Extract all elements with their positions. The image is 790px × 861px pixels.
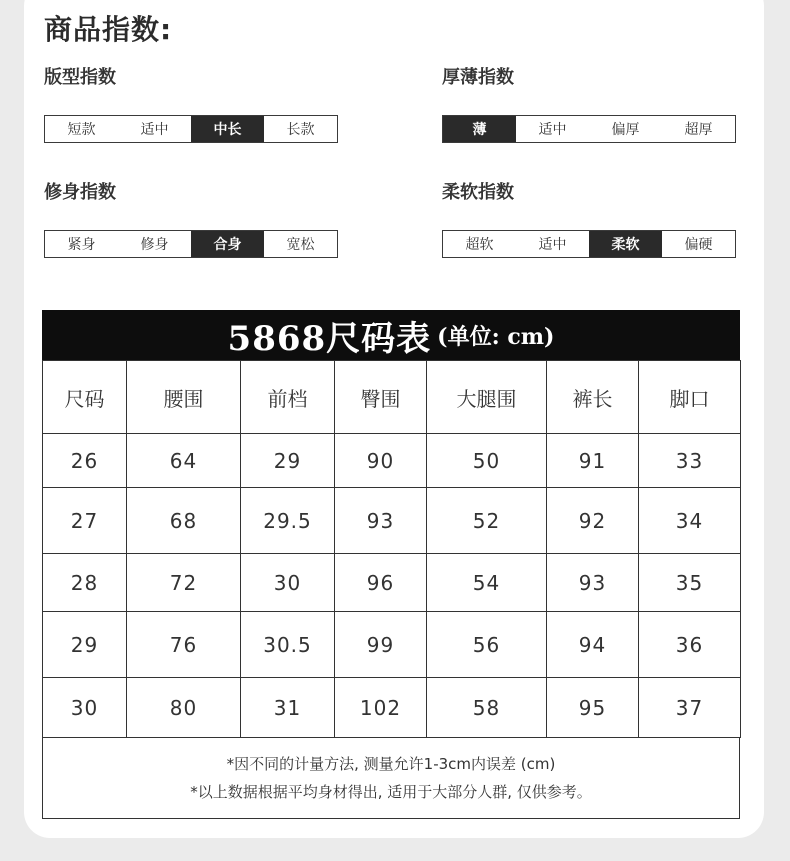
table-cell: 93 [335,488,427,554]
table-cell: 56 [427,612,547,678]
slim-scale [44,230,338,258]
table-cell: 90 [335,434,427,488]
table-cell: 52 [427,488,547,554]
note-line: *以上数据根据平均身材得出, 适用于大部分人群, 仅供参考。 [190,782,592,801]
slim-option: 紧身 [67,237,96,253]
column-header: 臀围 [335,361,427,434]
note-line: *因不同的计量方法, 测量允许1-3cm内误差 (cm) [226,754,556,773]
fit-type-option: 长款 [286,122,315,138]
table-cell: 76 [127,612,241,678]
fit-type-option: 适中 [140,122,169,138]
table-cell: 26 [43,434,127,488]
size-table-header-row [43,361,741,434]
size-chart-title: 5868尺码表 [227,318,432,359]
table-cell: 64 [127,434,241,488]
table-cell: 29.5 [241,488,335,554]
table-cell: 34 [639,488,741,554]
thickness-label: 厚薄指数 [442,67,514,88]
table-cell: 30 [241,554,335,612]
softness-option: 适中 [538,237,567,253]
slim-option-selected: 合身 [191,231,264,257]
softness-option: 超软 [465,237,494,253]
table-cell: 35 [639,554,741,612]
fit-type-option-selected: 中长 [191,116,264,142]
table-cell: 54 [427,554,547,612]
softness-scale [442,230,736,258]
table-cell: 50 [427,434,547,488]
column-header: 裤长 [547,361,639,434]
column-header: 尺码 [43,361,127,434]
table-cell: 96 [335,554,427,612]
page-title: 商品指数: [44,13,173,46]
table-row [43,434,741,488]
table-cell: 94 [547,612,639,678]
column-header: 大腿围 [427,361,547,434]
slim-option: 宽松 [286,237,315,253]
size-table [42,360,741,738]
table-cell: 80 [127,678,241,738]
thickness-option-selected: 薄 [443,116,516,142]
column-header: 脚口 [639,361,741,434]
table-cell: 29 [241,434,335,488]
softness-option-selected: 柔软 [589,231,662,257]
table-cell: 95 [547,678,639,738]
thickness-option: 超厚 [684,122,713,138]
slim-label: 修身指数 [44,182,116,203]
table-cell: 68 [127,488,241,554]
table-cell: 93 [547,554,639,612]
table-cell: 36 [639,612,741,678]
thickness-option: 适中 [538,122,567,138]
size-chart-header [42,310,740,360]
table-cell: 92 [547,488,639,554]
table-cell: 102 [335,678,427,738]
table-cell: 37 [639,678,741,738]
fit-type-label: 版型指数 [44,67,116,88]
table-row [43,554,741,612]
size-chart-unit: (单位: cm) [437,323,555,350]
thickness-scale [442,115,736,143]
table-cell: 99 [335,612,427,678]
table-row [43,612,741,678]
softness-label: 柔软指数 [442,182,514,203]
table-cell: 91 [547,434,639,488]
table-cell: 33 [639,434,741,488]
size-chart-notes [42,737,740,819]
softness-option: 偏硬 [684,237,713,253]
column-header: 前档 [241,361,335,434]
table-row [43,488,741,554]
table-row [43,678,741,738]
table-cell: 58 [427,678,547,738]
table-cell: 30.5 [241,612,335,678]
fit-type-scale [44,115,338,143]
fit-type-option: 短款 [67,122,96,138]
column-header: 腰围 [127,361,241,434]
table-cell: 28 [43,554,127,612]
table-cell: 31 [241,678,335,738]
table-cell: 27 [43,488,127,554]
slim-option: 修身 [140,237,169,253]
table-cell: 30 [43,678,127,738]
table-cell: 29 [43,612,127,678]
thickness-option: 偏厚 [611,122,640,138]
table-cell: 72 [127,554,241,612]
